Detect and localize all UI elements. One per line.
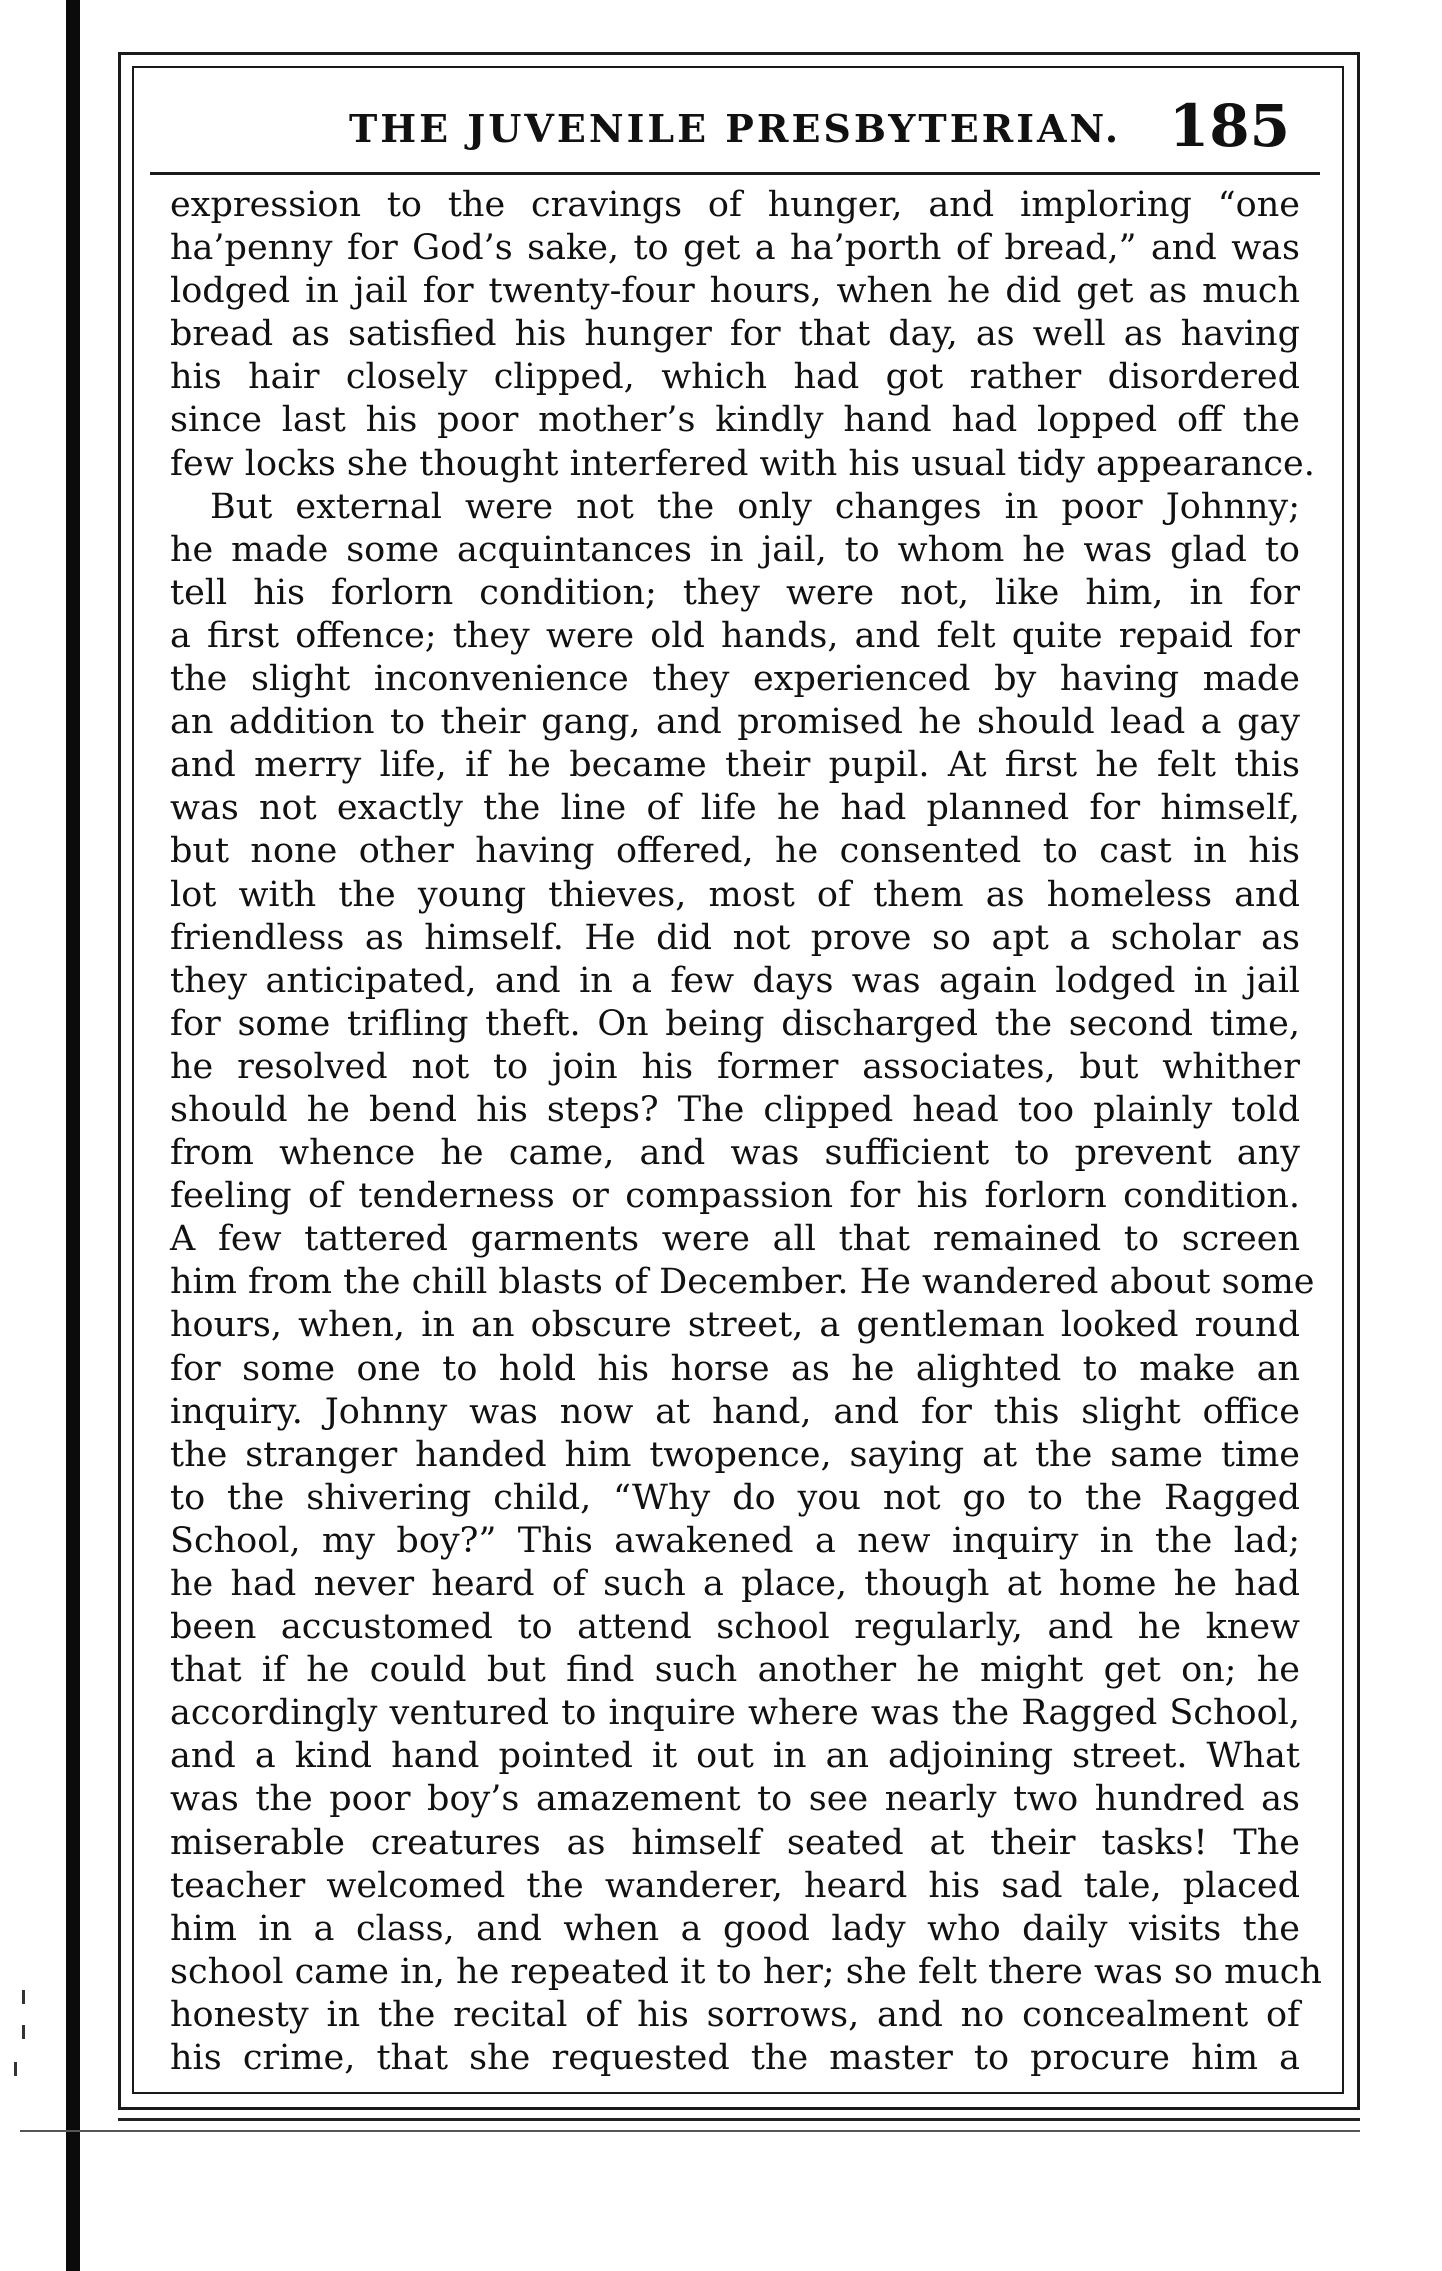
text-line: lodged in jail for twenty-four hours, when he did get as much xyxy=(170,271,1300,312)
text-line: few locks she thought interfered with his usual tidy appearance. xyxy=(170,443,1315,484)
bottom-rule-thin xyxy=(20,2130,1360,2132)
text-line: him from the chill blasts of December. He wandered about some xyxy=(170,1262,1315,1303)
text-column xyxy=(170,184,1322,2080)
text-line: for some trifling theft. On being discharged the second time, xyxy=(170,1003,1300,1044)
text-line: A few tattered garments were all that remained to screen xyxy=(170,1219,1300,1260)
text-line: and merry life, if he became their pupil. At first he felt this xyxy=(170,745,1300,786)
text-line: feeling of tenderness or compassion for his forlorn condition. xyxy=(170,1176,1300,1217)
text-line: his hair closely clipped, which had got rather disordered xyxy=(170,357,1300,398)
text-line: his crime, that she requested the master to procure him a xyxy=(170,2038,1300,2079)
text-line: and a kind hand pointed it out in an adjoining street. What xyxy=(170,1736,1300,1777)
text-line: honesty in the recital of his sorrows, and no concealment of xyxy=(170,1994,1300,2035)
text-line: lot with the young thieves, most of them as homeless and xyxy=(170,874,1300,915)
text-line: him in a class, and when a good lady who daily visits the xyxy=(170,1908,1300,1949)
text-line: miserable creatures as himself seated at their tasks! The xyxy=(170,1822,1300,1863)
text-line: should he bend his steps? The clipped head too plainly told xyxy=(170,1089,1300,1130)
print-speck xyxy=(14,2062,17,2076)
page-binding-edge xyxy=(66,0,80,2271)
text-line: he had never heard of such a place, though at home he had xyxy=(170,1564,1300,1604)
text-line: teacher welcomed the wanderer, heard his sad tale, placed xyxy=(170,1865,1300,1906)
text-line: expression to the cravings of hunger, and imploring “one xyxy=(170,185,1300,225)
bottom-rule xyxy=(118,2118,1360,2121)
text-line: but none other having offered, he consented to cast in his xyxy=(170,831,1300,872)
text-line: that if he could but find such another he might get on; he xyxy=(170,1650,1300,1691)
text-line: School, my boy?” This awakened a new inquiry in the lad; xyxy=(170,1520,1300,1561)
text-line: for some one to hold his horse as he alighted to make an xyxy=(170,1348,1300,1389)
text-line: to the shivering child, “Why do you not go to the Ragged xyxy=(170,1477,1300,1518)
text-line: tell his forlorn condition; they were not, like him, in for xyxy=(170,572,1300,613)
text-line: he made some acquintances in jail, to whom he was glad to xyxy=(170,529,1300,570)
text-line: was the poor boy’s amazement to see nearly two hundred as xyxy=(170,1779,1300,1820)
text-line: ha’penny for God’s sake, to get a ha’porth of bread,” and was xyxy=(170,228,1300,269)
text-line-paragraph-start: But external were not the only changes in poor Johnny; xyxy=(210,486,1300,527)
text-line: friendless as himself. He did not prove so apt a scholar as xyxy=(170,917,1300,958)
text-line: they anticipated, and in a few days was again lodged in jail xyxy=(170,960,1300,1001)
page-header xyxy=(150,92,1320,175)
text-line: an addition to their gang, and promised he should lead a gay xyxy=(170,702,1300,743)
text-line: he resolved not to join his former associates, but whither xyxy=(170,1046,1300,1087)
text-line: school came in, he repeated it to her; she felt there was so much xyxy=(170,1951,1322,1992)
page-number: 185 xyxy=(1168,92,1290,160)
text-line: the stranger handed him twopence, saying at the same time xyxy=(170,1434,1300,1475)
text-line: since last his poor mother’s kindly hand had lopped off the xyxy=(170,400,1300,441)
text-line: a first offence; they were old hands, and felt quite repaid for xyxy=(170,615,1300,656)
print-speck xyxy=(22,2025,25,2039)
text-line: inquiry. Johnny was now at hand, and for this slight office xyxy=(170,1391,1300,1432)
text-line: been accustomed to attend school regularly, and he knew xyxy=(170,1607,1300,1648)
text-line: hours, when, in an obscure street, a gentleman looked round xyxy=(170,1305,1300,1346)
text-line: from whence he came, and was sufficient to prevent any xyxy=(170,1133,1300,1174)
text-line: accordingly ventured to inquire where was the Ragged School, xyxy=(170,1693,1300,1734)
running-title: THE JUVENILE PRESBYTERIAN. xyxy=(348,106,1122,151)
print-speck xyxy=(22,1990,25,2004)
text-line: bread as satisfied his hunger for that day, as well as having xyxy=(170,314,1300,355)
text-line: the slight inconvenience they experienced by having made xyxy=(170,659,1300,700)
text-line: was not exactly the line of life he had planned for himself, xyxy=(170,788,1300,829)
